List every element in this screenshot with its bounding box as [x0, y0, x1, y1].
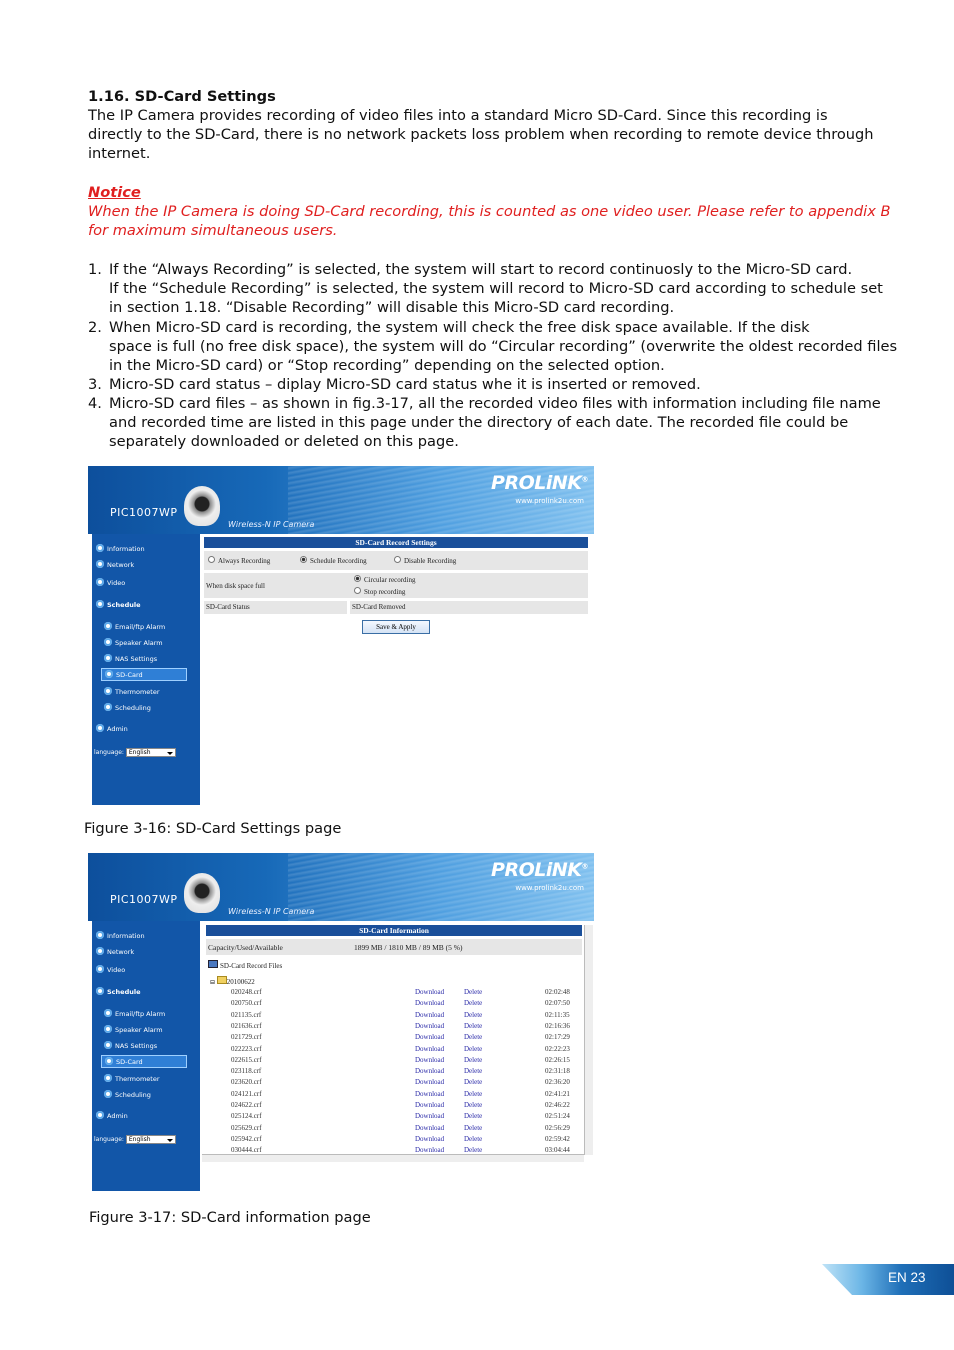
info-table-title: SD-Card Information: [206, 925, 582, 936]
arrow-icon: [96, 947, 104, 955]
arrow-icon: [104, 622, 112, 630]
nav-thermometer[interactable]: Thermometer: [104, 1074, 160, 1083]
file-name: 023118.crf: [231, 1067, 262, 1076]
nav-information[interactable]: Information: [96, 544, 145, 553]
arrow-icon: [96, 578, 104, 586]
camera-image: [184, 486, 220, 526]
nav-information[interactable]: Information: [96, 931, 145, 940]
disk-full-label: When disk space full: [206, 582, 265, 590]
intro-line-2: directly to the SD-Card, there is no network packets loss problem when recording to remote device through: [88, 126, 874, 143]
arrow-icon: [96, 600, 104, 608]
delete-link[interactable]: Delete: [464, 1021, 483, 1030]
stop-recording-option[interactable]: Stop recording: [354, 587, 405, 596]
notice-title: Notice: [88, 184, 141, 201]
delete-link[interactable]: Delete: [464, 988, 483, 996]
folder-icon: [217, 976, 227, 984]
nav-video[interactable]: Video: [96, 578, 125, 587]
nav-admin[interactable]: Admin: [96, 1111, 128, 1120]
arrow-icon: [104, 654, 112, 662]
delete-link[interactable]: Delete: [464, 1010, 483, 1019]
brand-url: www.prolink2u.com: [515, 497, 584, 505]
camera-image: [184, 873, 220, 913]
nav-scheduling[interactable]: Scheduling: [104, 1090, 151, 1099]
arrow-icon: [104, 638, 112, 646]
delete-link[interactable]: Delete: [464, 1033, 483, 1042]
nav-email-alarm[interactable]: Email/ftp Alarm: [104, 1009, 165, 1018]
nav-sd-card[interactable]: SD-Card: [101, 1055, 187, 1068]
capacity-value: 1899 MB / 1810 MB / 89 MB (5 %): [354, 943, 463, 952]
list-line: in section 1.18. “Disable Recording” will disable this Micro-SD card recording.: [109, 299, 675, 317]
side-nav: [92, 921, 200, 1191]
side-nav: [92, 534, 200, 805]
download-link[interactable]: Download: [415, 1123, 445, 1132]
nav-admin[interactable]: Admin: [96, 724, 128, 733]
file-time: 02:41:21: [545, 1089, 570, 1098]
brand-url: www.prolink2u.com: [515, 884, 584, 892]
download-link[interactable]: Download: [415, 1112, 445, 1121]
schedule-recording-option[interactable]: Schedule Recording: [300, 556, 367, 565]
file-name: 024121.crf: [231, 1089, 262, 1098]
delete-link[interactable]: Delete: [464, 1089, 483, 1098]
list-number: 3.: [88, 376, 102, 393]
prolink-logo: PROLiNK®: [491, 859, 588, 881]
delete-link[interactable]: Delete: [464, 1146, 483, 1155]
file-name: 021636.crf: [231, 1021, 262, 1030]
nav-thermometer[interactable]: Thermometer: [104, 687, 160, 696]
nav-speaker-alarm[interactable]: Speaker Alarm: [104, 1025, 163, 1034]
figure-17-caption: Figure 3-17: SD-Card information page: [89, 1209, 371, 1226]
delete-link[interactable]: Delete: [464, 1123, 483, 1132]
file-name: 030444.crf: [231, 1146, 262, 1155]
nav-network[interactable]: Network: [96, 560, 134, 569]
language-dropdown[interactable]: English: [126, 748, 176, 757]
list-line: separately downloaded or deleted on this page.: [109, 433, 459, 451]
nav-scheduling[interactable]: Scheduling: [104, 703, 151, 712]
language-dropdown[interactable]: English: [126, 1135, 176, 1144]
camera-tagline: Wireless-N IP Camera: [228, 520, 315, 529]
collapse-icon: ⊟: [210, 980, 216, 986]
download-link[interactable]: Download: [415, 1146, 445, 1155]
download-link[interactable]: Download: [415, 1067, 445, 1076]
list-line: If the “Always Recording” is selected, the system will start to record continuosly to the Micro-SD card.: [109, 261, 853, 278]
capacity-row: [206, 939, 582, 955]
figure-16-caption: Figure 3-16: SD-Card Settings page: [84, 820, 342, 837]
list-number: 4.: [88, 395, 102, 412]
radio-icon: [208, 556, 215, 563]
radio-icon: [300, 556, 307, 563]
notice-line-2: for maximum simultaneous users.: [88, 222, 338, 239]
delete-link[interactable]: Delete: [464, 1044, 483, 1053]
arrow-icon: [96, 724, 104, 732]
file-name: 025942.crf: [231, 1134, 262, 1143]
delete-link[interactable]: Delete: [464, 1078, 483, 1087]
disk-full-row: [204, 573, 588, 598]
file-time: 02:31:18: [545, 1067, 570, 1076]
arrow-icon: [104, 1025, 112, 1033]
file-name: 025629.crf: [231, 1123, 262, 1132]
record-files-label: SD-Card Record Files: [208, 960, 282, 970]
page-number: EN 23: [888, 1270, 926, 1285]
drive-icon: [208, 960, 218, 968]
delete-link[interactable]: Delete: [464, 1101, 483, 1109]
file-time: 02:07:50: [545, 999, 570, 1008]
circular-recording-option[interactable]: Circular recording: [354, 575, 416, 584]
arrow-icon: [104, 1074, 112, 1082]
save-apply-button[interactable]: Save & Apply: [362, 620, 430, 634]
download-link[interactable]: Download: [415, 999, 445, 1008]
download-link[interactable]: Download: [415, 988, 445, 996]
file-time: 02:46:22: [545, 1101, 570, 1109]
nav-speaker-alarm[interactable]: Speaker Alarm: [104, 638, 163, 647]
delete-link[interactable]: Delete: [464, 1134, 483, 1143]
status-value-cell: [350, 601, 588, 614]
file-time: 02:56:29: [545, 1123, 570, 1132]
file-time: 02:16:36: [545, 1021, 570, 1030]
file-name: 022615.crf: [231, 1055, 262, 1064]
figure-sd-card-information: [88, 853, 594, 1191]
file-name: 020248.crf: [231, 988, 262, 996]
list-line: in the Micro-SD card) or “Stop recording” depending on the selected option.: [109, 357, 665, 375]
nav-schedule[interactable]: Schedule: [96, 600, 141, 609]
download-link[interactable]: Download: [415, 1055, 445, 1064]
radio-icon: [354, 575, 361, 582]
prolink-logo: PROLiNK®: [491, 472, 588, 494]
arrow-icon: [96, 931, 104, 939]
file-name: 021135.crf: [231, 1010, 262, 1019]
list-line: Micro-SD card files – as shown in fig.3-17, all the recorded video files with information including file name: [109, 395, 881, 412]
list-line: Micro-SD card status – diplay Micro-SD card status whe it is inserted or removed.: [109, 376, 701, 393]
camera-model: PIC1007WP: [110, 506, 178, 519]
file-name: 022223.crf: [231, 1044, 262, 1053]
arrow-icon: [104, 1090, 112, 1098]
arrow-icon: [96, 560, 104, 568]
list-line: and recorded time are listed in this page under the directory of each date. The recorded file could be: [109, 414, 849, 432]
arrow-icon: [104, 703, 112, 711]
notice-line-1: When the IP Camera is doing SD-Card recording, this is counted as one video user. Please refer to appendix B: [88, 203, 891, 220]
camera-tagline: Wireless-N IP Camera: [228, 907, 315, 916]
arrow-icon: [96, 965, 104, 973]
recording-mode-row: [204, 551, 588, 570]
nav-network[interactable]: Network: [96, 947, 134, 956]
delete-link[interactable]: Delete: [464, 999, 483, 1008]
sd-status-value: SD-Card Removed: [352, 603, 406, 611]
sd-status-label: SD-Card Status: [206, 603, 250, 611]
nav-nas-settings[interactable]: NAS Settings: [104, 654, 157, 663]
arrow-icon: [105, 670, 113, 678]
file-name: 021729.crf: [231, 1033, 262, 1042]
intro-line-1: The IP Camera provides recording of video files into a standard Micro SD-Card. Since this recording is: [88, 107, 828, 124]
file-time: 02:02:48: [545, 988, 570, 996]
nav-sd-card[interactable]: SD-Card: [101, 668, 187, 681]
nav-video[interactable]: Video: [96, 965, 125, 974]
camera-model: PIC1007WP: [110, 893, 178, 906]
file-time: 02:22:23: [545, 1044, 570, 1053]
file-time: 02:51:24: [545, 1112, 570, 1121]
list-number: 2.: [88, 319, 102, 336]
arrow-icon: [104, 1041, 112, 1049]
download-link[interactable]: Download: [415, 1101, 445, 1109]
list-line: If the “Schedule Recording” is selected, the system will record to Micro-SD card according to schedule set: [109, 280, 883, 298]
file-name: 023620.crf: [231, 1078, 262, 1087]
nav-schedule[interactable]: Schedule: [96, 987, 141, 996]
arrow-icon: [96, 1111, 104, 1119]
disable-recording-option[interactable]: Disable Recording: [394, 556, 456, 565]
nav-email-alarm[interactable]: Email/ftp Alarm: [104, 622, 165, 631]
arrow-icon: [104, 1009, 112, 1017]
nav-nas-settings[interactable]: NAS Settings: [104, 1041, 157, 1050]
download-link[interactable]: Download: [415, 1044, 445, 1053]
arrow-icon: [105, 1057, 113, 1065]
radio-icon: [394, 556, 401, 563]
list-line: When Micro-SD card is recording, the system will check the free disk space available. If the disk: [109, 319, 810, 336]
language-selector[interactable]: language: English: [94, 1135, 176, 1144]
language-selector[interactable]: language: English: [94, 748, 176, 757]
capacity-label: Capacity/Used/Available: [208, 943, 283, 952]
download-link[interactable]: Download: [415, 1078, 445, 1087]
file-name: 020750.crf: [231, 999, 262, 1008]
delete-link[interactable]: Delete: [464, 1055, 483, 1064]
delete-link[interactable]: Delete: [464, 1112, 483, 1121]
settings-table-title: SD-Card Record Settings: [204, 537, 588, 548]
figure-sd-card-settings: [88, 466, 594, 805]
file-time: 02:59:42: [545, 1134, 570, 1143]
vertical-scrollbar[interactable]: [584, 925, 593, 1155]
download-link[interactable]: Download: [415, 1089, 445, 1098]
list-line: space is full (no free disk space), the system will do “Circular recording” (overwrite the oldest recorded files: [109, 338, 898, 356]
file-time: 03:04:44: [545, 1146, 570, 1155]
file-time: 02:36:20: [545, 1078, 570, 1087]
file-time: 02:11:35: [545, 1010, 570, 1019]
file-name: 024622.crf: [231, 1101, 262, 1109]
section-heading: 1.16. SD-Card Settings: [88, 88, 276, 105]
download-link[interactable]: Download: [415, 1033, 445, 1042]
download-link[interactable]: Download: [415, 1010, 445, 1019]
folder-node[interactable]: ⊟ 20100622: [210, 978, 255, 986]
status-label-cell: [204, 601, 347, 614]
file-time: 02:26:15: [545, 1055, 570, 1064]
arrow-icon: [104, 687, 112, 695]
download-link[interactable]: Download: [415, 1021, 445, 1030]
list-number: 1.: [88, 261, 102, 278]
arrow-icon: [96, 544, 104, 552]
always-recording-option[interactable]: Always Recording: [208, 556, 270, 565]
camera-banner: [88, 466, 594, 534]
intro-line-3: internet.: [88, 145, 151, 162]
horizontal-scrollbar[interactable]: [202, 1154, 584, 1162]
camera-banner: [88, 853, 594, 921]
file-name: 025124.crf: [231, 1112, 262, 1121]
delete-link[interactable]: Delete: [464, 1067, 483, 1076]
arrow-icon: [96, 987, 104, 995]
file-time: 02:17:29: [545, 1033, 570, 1042]
download-link[interactable]: Download: [415, 1134, 445, 1143]
radio-icon: [354, 587, 361, 594]
